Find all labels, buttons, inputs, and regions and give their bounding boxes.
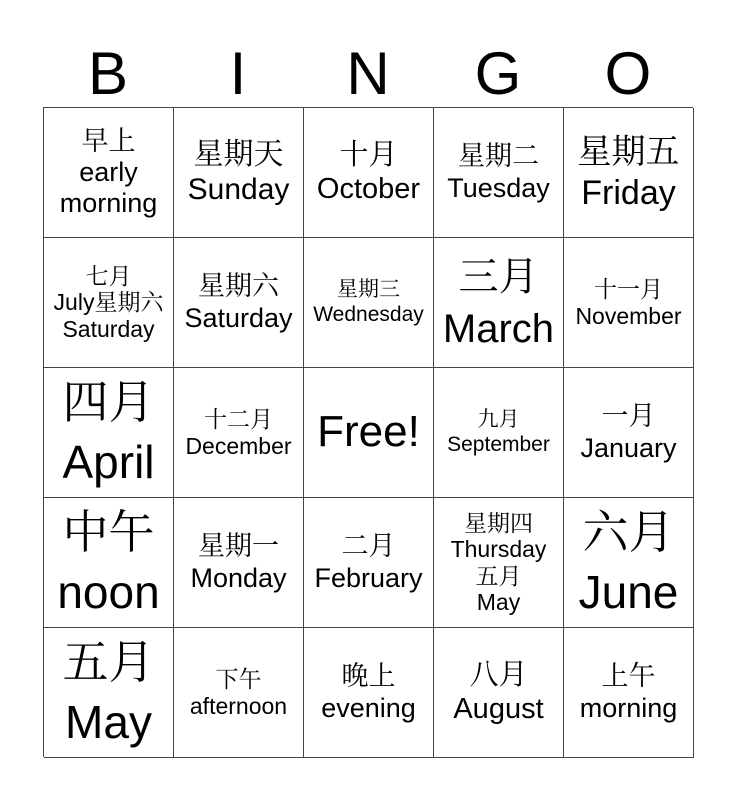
cell-text: 六月 [582, 505, 675, 558]
cell-text: May [65, 695, 152, 748]
cell-text: 十月 [339, 139, 398, 172]
header-letter-b: B [87, 40, 129, 107]
bingo-cell[interactable] [304, 628, 434, 758]
bingo-cell[interactable] [174, 498, 304, 628]
header-letter-g: G [474, 40, 522, 107]
bingo-cell[interactable] [174, 108, 304, 238]
cell-text: 八月 [469, 659, 528, 692]
cell-text: 九月 [477, 408, 520, 432]
cell-text: 星期三 [337, 278, 400, 302]
cell-text: 五月 [475, 562, 522, 589]
cell-text: Saturday [62, 315, 155, 342]
cell-text: 星期天 [193, 138, 284, 171]
bingo-cell[interactable] [564, 368, 694, 498]
bingo-cell[interactable] [564, 628, 694, 758]
bingo-cell[interactable] [434, 628, 564, 758]
cell-text: August [453, 692, 544, 725]
cell-text: 早上 [81, 125, 136, 156]
cell-text: afternoon [189, 692, 288, 719]
cell-text: 星期六 [198, 271, 279, 302]
bingo-cell[interactable] [304, 238, 434, 368]
cell-text: Tuesday [447, 172, 550, 203]
bingo-cell[interactable] [564, 108, 694, 238]
cell-text: April [62, 435, 155, 488]
bingo-cell[interactable] [564, 498, 694, 628]
header-letter-n: N [346, 40, 390, 107]
cell-text: May [476, 588, 521, 615]
cell-text: 星期一 [198, 531, 279, 562]
cell-text: Friday [581, 173, 676, 212]
bingo-cell[interactable] [44, 368, 174, 498]
bingo-cell[interactable] [434, 238, 564, 368]
bingo-cell[interactable] [434, 498, 564, 628]
cell-text: 星期二 [458, 141, 539, 172]
cell-text: September [447, 432, 550, 456]
cell-text: October [316, 172, 421, 205]
header-letter-i: I [229, 40, 247, 107]
cell-text: 上午 [601, 661, 656, 692]
cell-text: 五月 [62, 635, 155, 688]
bingo-cell[interactable] [44, 628, 174, 758]
cell-text: July星期六 [53, 289, 164, 316]
cell-text: 晚上 [341, 661, 396, 692]
cell-text: 七月 [85, 262, 132, 289]
bingo-cell[interactable] [44, 498, 174, 628]
cell-text: 星期五 [577, 132, 680, 171]
cell-text: Sunday [187, 172, 290, 206]
cell-text: January [580, 432, 677, 463]
bingo-cell[interactable] [434, 108, 564, 238]
cell-text: 中午 [62, 505, 155, 558]
bingo-cell[interactable] [434, 368, 564, 498]
bingo-cell[interactable] [174, 628, 304, 758]
cell-text: evening [321, 692, 416, 723]
bingo-card [43, 107, 693, 757]
bingo-cell[interactable] [174, 238, 304, 368]
cell-text: February [314, 562, 423, 593]
cell-text: morning [579, 692, 678, 723]
cell-text: December [185, 432, 292, 459]
cell-text: 星期四 [464, 509, 533, 536]
free-space[interactable] [304, 368, 434, 498]
cell-text: Monday [190, 562, 287, 593]
free-space-label: Free! [317, 407, 420, 457]
cell-text: morning [59, 188, 158, 219]
cell-text: noon [57, 565, 160, 618]
cell-text: 十二月 [204, 406, 273, 433]
header-letter-o: O [604, 40, 652, 107]
cell-text: June [578, 565, 679, 618]
cell-text: early [79, 156, 138, 187]
cell-text: 三月 [458, 254, 539, 299]
cell-text: Thursday [450, 536, 547, 563]
bingo-header [43, 40, 693, 108]
cell-text: 二月 [341, 531, 396, 562]
bingo-cell[interactable] [44, 108, 174, 238]
cell-text: Saturday [184, 302, 293, 333]
bingo-cell[interactable] [174, 368, 304, 498]
cell-text: 一月 [601, 401, 656, 432]
cell-text: March [442, 306, 555, 351]
cell-text: 四月 [62, 375, 155, 428]
cell-text: Wednesday [313, 302, 424, 326]
cell-text: 十一月 [594, 276, 663, 303]
cell-text: November [575, 302, 682, 329]
bingo-cell[interactable] [44, 238, 174, 368]
cell-text: 下午 [215, 666, 262, 693]
bingo-cell[interactable] [304, 498, 434, 628]
bingo-cell[interactable] [304, 108, 434, 238]
bingo-cell[interactable] [564, 238, 694, 368]
